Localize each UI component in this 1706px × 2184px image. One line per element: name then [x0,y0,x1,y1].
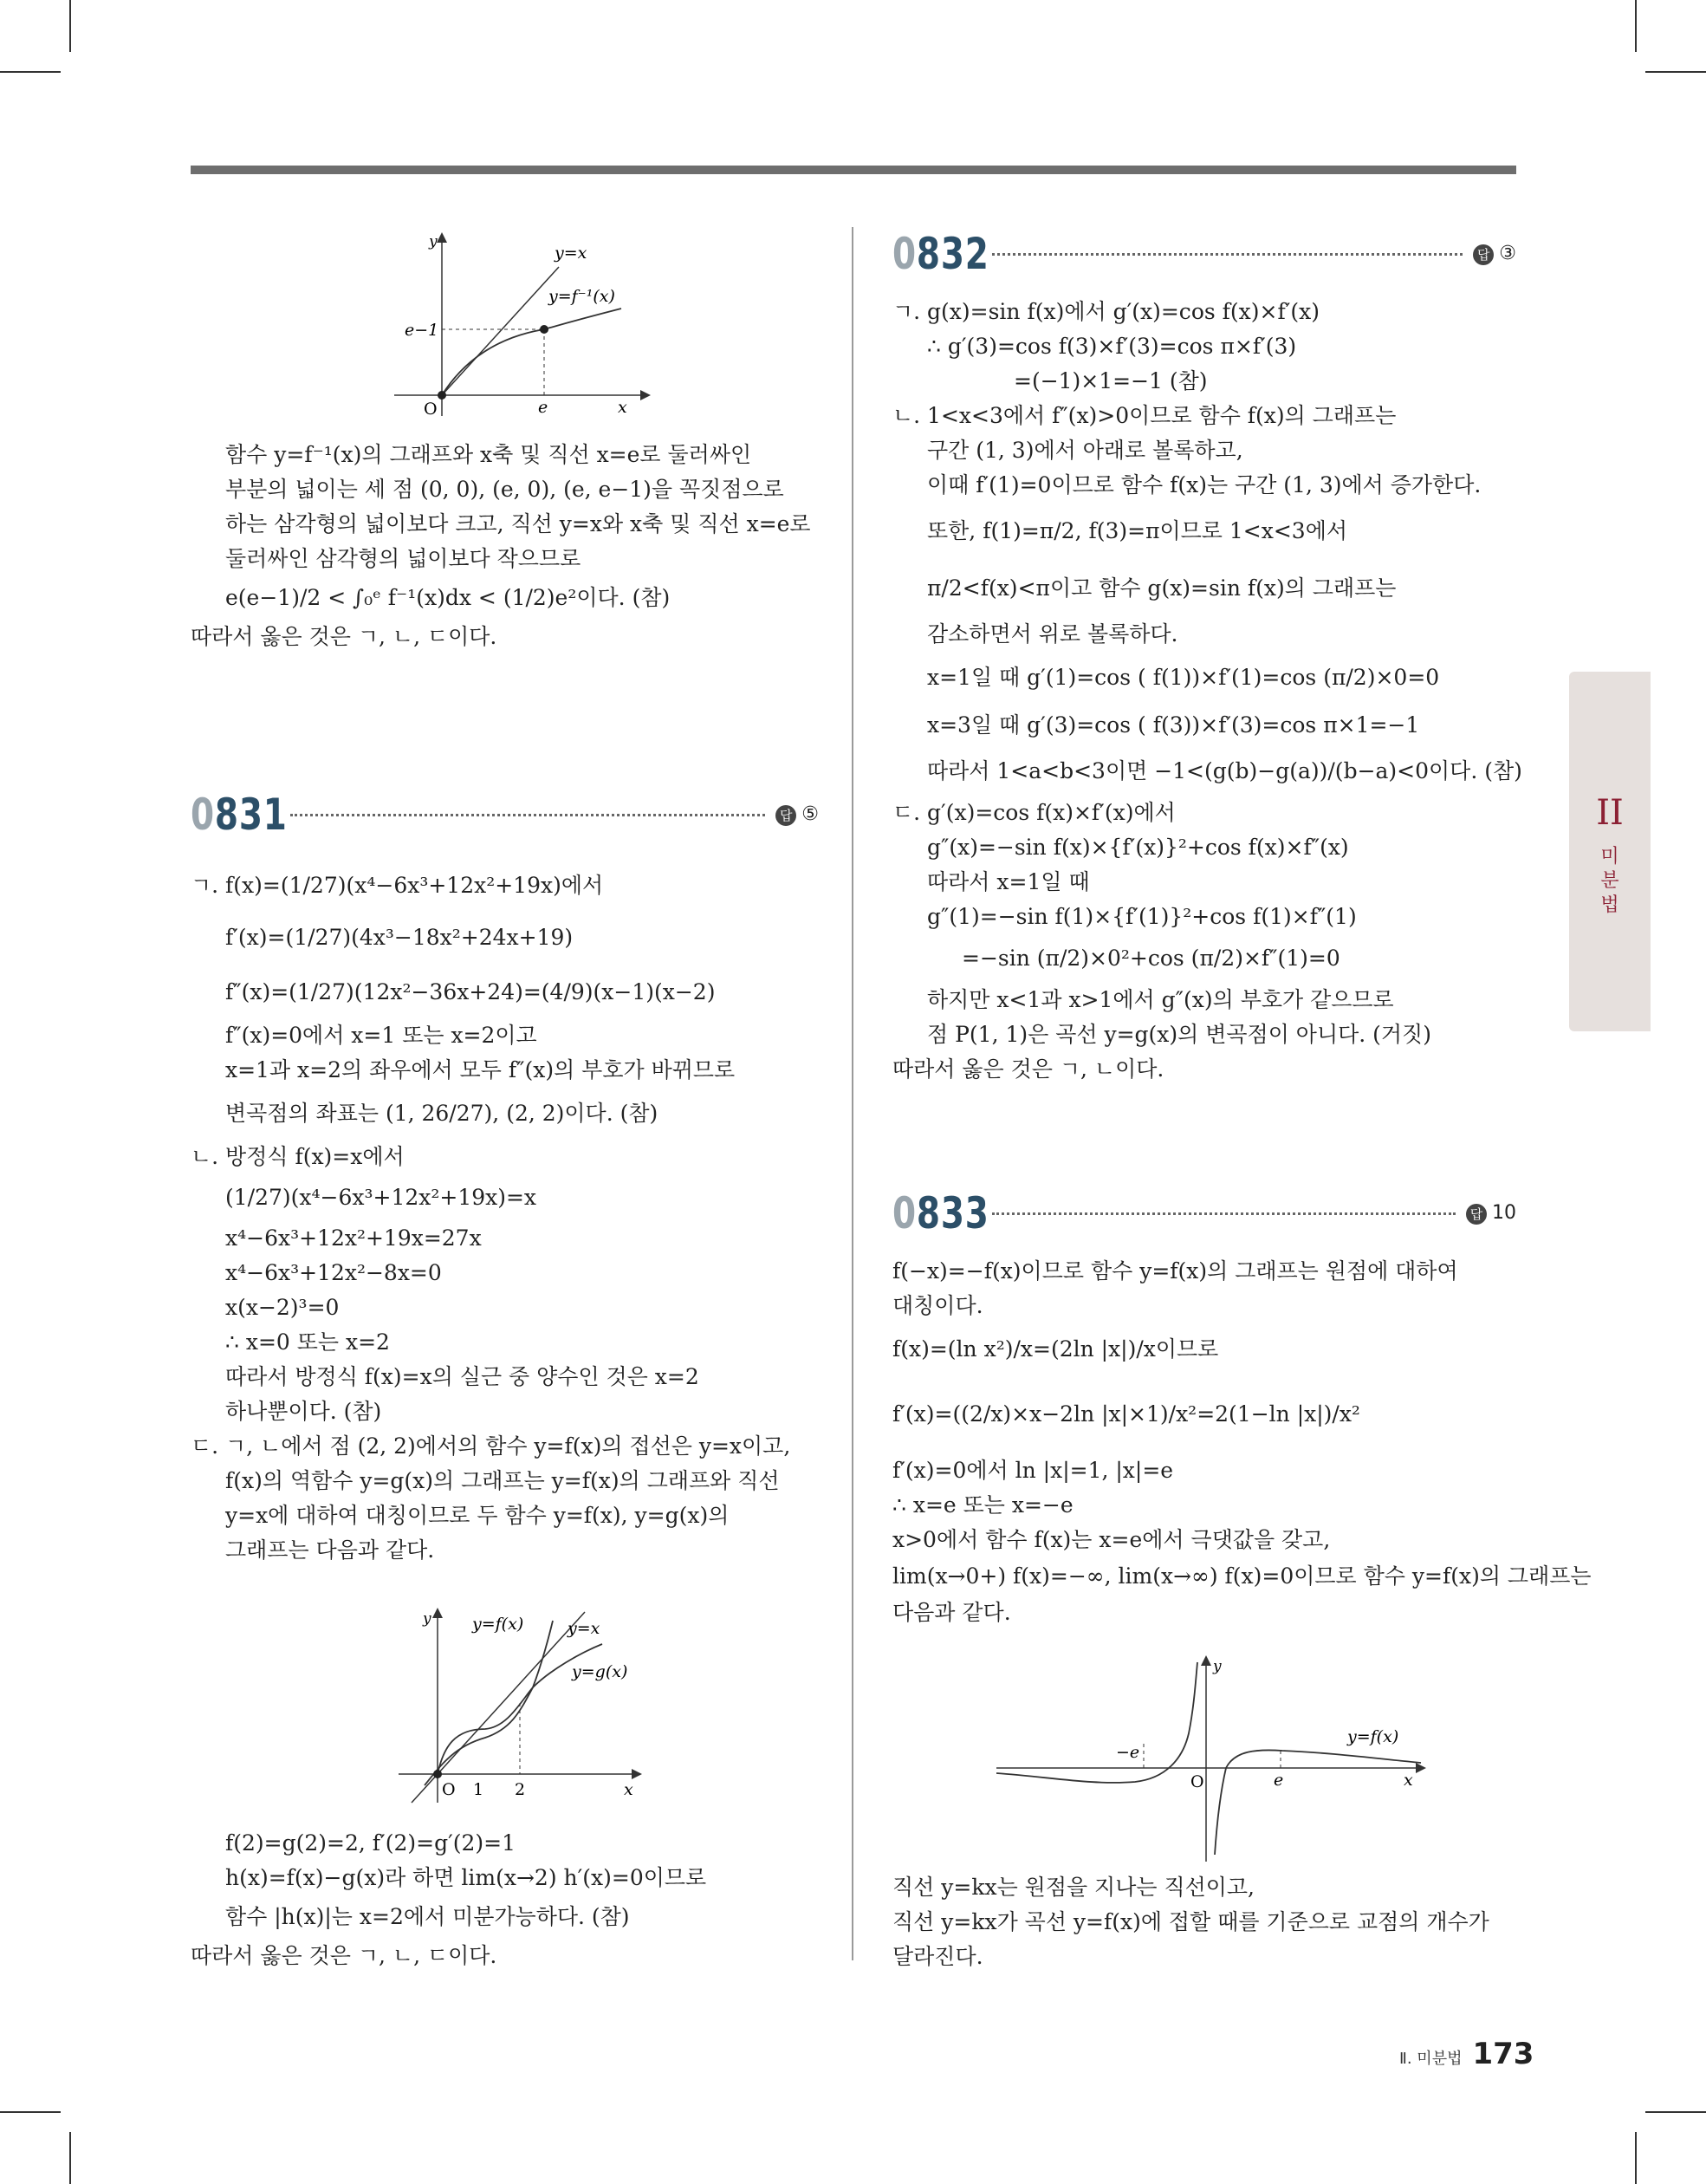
text-line: ㄱ. f(x)=(1/27)(x⁴−6x³+12x²+19x)에서 [191,873,604,898]
graph-label: x [624,1780,633,1799]
problem-0833-header [892,1183,1516,1244]
graph-label: 2 [515,1780,526,1799]
text-line: f″(x)=0에서 x=1 또는 x=2이고 [225,1023,537,1048]
leader-dots [290,814,765,816]
text-line: e(e−1)/2 < ∫₀ᵉ f⁻¹(x)dx < (1/2)e²이다. (참) [225,585,671,610]
text-line: 직선 y=kx는 원점을 지나는 직선이고, [892,1875,1255,1900]
text-line: 변곡점의 좌표는 (1, 26/27), (2, 2)이다. (참) [225,1101,658,1126]
problem-number: 0831 [191,790,288,840]
answer-badge: 답 [1473,244,1494,265]
graph-label: y=f(x) [1347,1727,1399,1746]
chapter-vertical-label [1569,845,1651,918]
inverse-function-graph [394,232,654,419]
problem-number: 0833 [892,1188,989,1238]
text-line: f(x)=(ln x²)/x=(2ln |x|)/x이므로 [892,1336,1219,1362]
text-line: x⁴−6x³+12x²+19x=27x [225,1225,482,1251]
answer-badge: 답 [1466,1204,1487,1225]
graph-label: 1 [473,1780,484,1799]
graph-label: e−1 [405,321,439,340]
conclusion: 따라서 옳은 것은 ㄱ, ㄴ, ㄷ이다. [191,624,497,649]
graph-label: O [1190,1772,1204,1791]
text-line: ㄴ. 방정식 f(x)=x에서 [191,1144,405,1169]
problem-0833-body [892,1254,1592,1630]
graph-label: x [1404,1771,1413,1790]
text-line: 대칭이다. [892,1293,983,1318]
text-line: ∴ g′(3)=cos f(3)×f′(3)=cos π×f′(3) [927,334,1297,359]
text-line: 하나뿐이다. (참) [225,1399,382,1424]
page-number: 173 [1472,2037,1534,2071]
graph-label: y=x [568,1619,600,1638]
curve-pos [1215,1750,1421,1855]
problem-0832-body [892,295,1534,1087]
text-line: g″(x)=−sin f(x)×{f′(x)}²+cos f(x)×f″(x) [927,835,1349,860]
text-line: 따라서 1<a<b<3이면 −1<(g(b)−g(a))/(b−a)<0이다. (참) [927,758,1522,783]
graph-label: y=f(x) [472,1615,524,1634]
crop-mark [69,2132,71,2184]
text-line: x=1일 때 g′(1)=cos ( f(1))×f′(1)=cos (π/2)×0=0 [927,665,1440,690]
leader-dots [992,253,1463,256]
graph-label: x [618,398,627,417]
text-line: 함수 |h(x)|는 x=2에서 미분가능하다. (참) [225,1904,630,1929]
text-line: f′(x)=((2/x)×x−2ln |x|×1)/x²=2(1−ln |x|)/x² [892,1401,1360,1427]
chapter-label-char: 분 [1600,870,1619,892]
graph-label: y=x [555,244,587,263]
graph-label: O [442,1780,456,1799]
problem-number: 0832 [892,229,989,279]
text-line: 함수 y=f⁻¹(x)의 그래프와 x축 및 직선 x=e로 둘러싸인 [225,442,752,467]
text-line: =−sin (π/2)×0²+cos (π/2)×f″(1)=0 [962,946,1340,971]
graph-label: e [538,398,548,417]
column-divider [852,227,853,1960]
curve-neg [996,1662,1197,1783]
crop-mark [69,0,71,52]
text-line: 감소하면서 위로 볼록하다. [927,621,1178,647]
text-line: (1/27)(x⁴−6x³+12x²+19x)=x [225,1185,537,1210]
text-line: x>0에서 함수 f(x)는 x=e에서 극댓값을 갖고, [892,1527,1331,1552]
graph-label: y [1213,1658,1222,1675]
problem-0831-header [191,784,819,845]
leader-dots [992,1212,1456,1215]
text-line: ㄴ. 1<x<3에서 f″(x)>0이므로 함수 f(x)의 그래프는 [892,403,1397,428]
text-line: f(x)의 역함수 y=g(x)의 그래프는 y=f(x)의 그래프와 직선 [225,1468,780,1493]
left-top-text [191,438,832,654]
curve-inverse [442,309,621,395]
text-line: 또한, f(1)=π/2, f(3)=π이므로 1<x<3에서 [927,518,1348,543]
graph-label: y [423,1610,431,1628]
problem-0831-after [191,1826,832,1973]
graph-label: y=f⁻¹(x) [548,287,615,306]
chapter-label-char: 법 [1600,894,1619,916]
text-line: 점 P(1, 1)은 곡선 y=g(x)의 변곡점이 아니다. (거짓) [927,1022,1431,1047]
chapter-roman: II [1596,793,1624,833]
text-line: 둘러싸인 삼각형의 넓이보다 작으므로 [225,546,581,571]
graph-label: y [429,233,438,250]
text-line: 따라서 방정식 f(x)=x의 실근 중 양수인 것은 x=2 [225,1364,699,1389]
conclusion: 따라서 옳은 것은 ㄱ, ㄴ, ㄷ이다. [191,1943,497,1968]
text-line: f(2)=g(2)=2, f′(2)=g′(2)=1 [225,1830,516,1856]
text-line: x⁴−6x³+12x²−8x=0 [225,1260,442,1285]
text-line: =(−1)×1=−1 (참) [1014,368,1208,393]
text-line: f″(x)=(1/27)(12x²−36x+24)=(4/9)(x−1)(x−2) [225,979,716,1004]
problem-0832-header [892,224,1516,284]
answer: 답 ③ [1473,243,1516,265]
crop-mark [1635,0,1637,52]
graph-label: −e [1116,1743,1140,1762]
text-line: 이때 f′(1)=0이므로 함수 f(x)는 구간 (1, 3)에서 증가한다. [927,472,1482,497]
text-line: lim(x→0+) f(x)=−∞, lim(x→∞) f(x)=0이므로 함수 y=f(x)의 그래프는 [892,1563,1592,1589]
text-line: 그래프는 다음과 같다. [225,1537,435,1563]
crop-mark [1645,71,1706,73]
curve-f [425,1621,553,1785]
text-line: y=x에 대하여 대칭이므로 두 함수 y=f(x), y=g(x)의 [225,1503,730,1528]
text-line: f′(x)=(1/27)(4x³−18x²+24x+19) [225,925,574,950]
crop-mark [1635,2132,1637,2184]
answer: 답 10 [1466,1202,1516,1225]
text-line: f(−x)=−f(x)이므로 함수 y=f(x)의 그래프는 원점에 대하여 [892,1258,1458,1284]
text-line: h(x)=f(x)−g(x)라 하면 lim(x→2) h′(x)=0이므로 [225,1865,707,1890]
fg-graph [390,1608,650,1807]
chapter-side-tab [1569,672,1651,1031]
crop-mark [1645,2111,1706,2113]
text-line: 하는 삼각형의 넓이보다 크고, 직선 y=x와 x축 및 직선 x=e로 [225,511,811,536]
problem-0833-after [892,1870,1534,1974]
crop-mark [0,71,61,73]
lnx-graph [996,1655,1430,1863]
text-line: f′(x)=0에서 ln |x|=1, |x|=e [892,1458,1174,1483]
graph-label: y=g(x) [572,1662,628,1681]
problem-0831-body [191,862,832,1568]
graph-label: O [424,400,438,419]
text-line: 부분의 넓이는 세 점 (0, 0), (e, 0), (e, e−1)을 꼭짓점으로 [225,477,784,502]
text-line: ㄱ. g(x)=sin f(x)에서 g′(x)=cos f(x)×f′(x) [892,299,1320,324]
top-rule [191,166,1516,174]
answer: 답 ⑤ [775,803,819,826]
text-line: x=1과 x=2의 좌우에서 모두 f″(x)의 부호가 바뀌므로 [225,1057,736,1082]
graph-label: e [1274,1771,1284,1790]
page-footer [1399,2037,1534,2071]
text-line: 다음과 같다. [892,1600,1011,1625]
text-line: π/2<f(x)<π이고 함수 g(x)=sin f(x)의 그래프는 [927,575,1397,601]
answer-badge: 답 [775,805,796,826]
text-line: g″(1)=−sin f(1)×{f′(1)}²+cos f(1)×f″(1) [927,904,1357,929]
footer-chapter: Ⅱ. 미분법 [1399,2050,1463,2068]
text-line: x(x−2)³=0 [225,1295,340,1320]
conclusion: 따라서 옳은 것은 ㄱ, ㄴ이다. [892,1056,1164,1082]
text-line: 직선 y=kx가 곡선 y=f(x)에 접할 때를 기준으로 교점의 개수가 [892,1909,1489,1934]
chapter-label-char: 미 [1600,846,1619,868]
text-line: 따라서 x=1일 때 [927,869,1090,894]
text-line: 달라진다. [892,1944,983,1969]
text-line: ∴ x=0 또는 x=2 [225,1329,390,1355]
text-line: ㄷ. ㄱ, ㄴ에서 점 (2, 2)에서의 함수 y=f(x)의 접선은 y=x이고, [191,1433,791,1459]
crop-mark [0,2111,61,2113]
text-line: ∴ x=e 또는 x=−e [892,1492,1074,1518]
text-line: x=3일 때 g′(3)=cos ( f(3))×f′(3)=cos π×1=−1 [927,712,1420,738]
text-line: 하지만 x<1과 x>1에서 g″(x)의 부호가 같으므로 [927,987,1394,1012]
text-line: 구간 (1, 3)에서 아래로 볼록하고, [927,438,1243,463]
text-line: ㄷ. g′(x)=cos f(x)×f′(x)에서 [892,800,1176,825]
